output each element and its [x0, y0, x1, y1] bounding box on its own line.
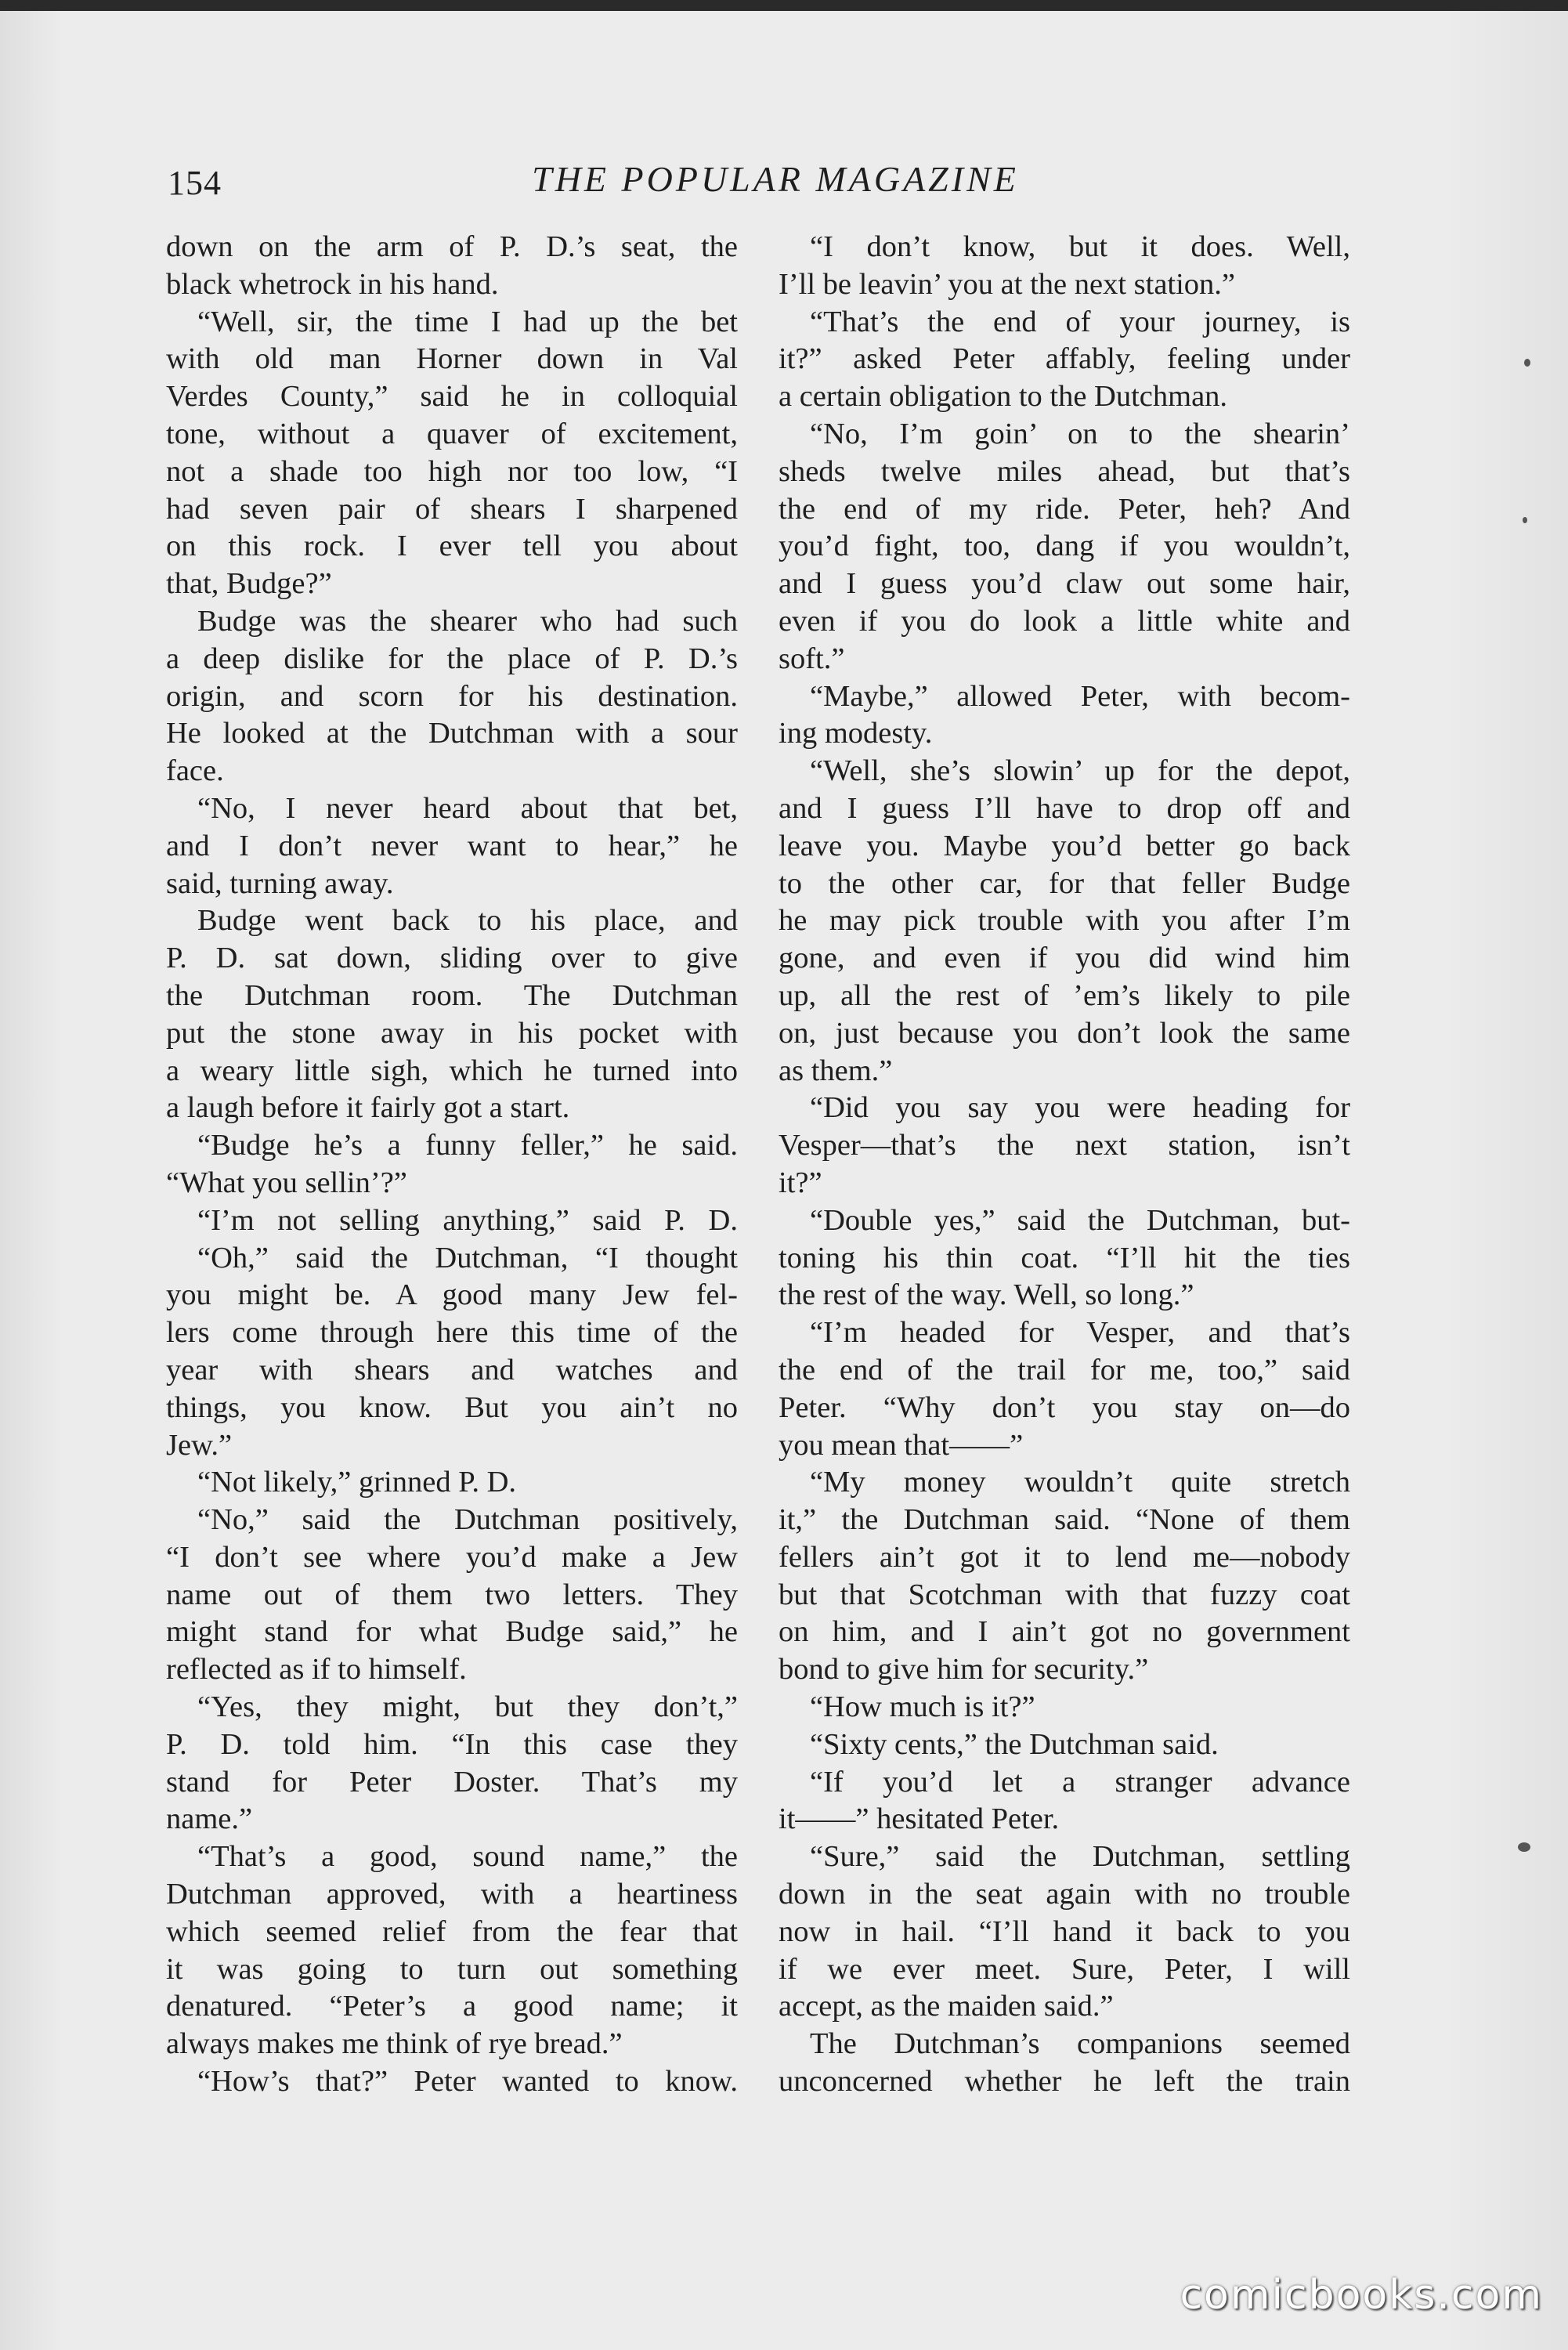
text-line: Budge was the shearer who had such: [197, 604, 738, 638]
text-line: origin, and scorn for his destination.: [166, 679, 738, 713]
text-line: the end of my ride. Peter, heh? And: [779, 492, 1350, 526]
text-line: said, turning away.: [166, 866, 394, 900]
text-line: “Did you say you were heading for: [810, 1091, 1350, 1125]
text-line: a deep dislike for the place of P. D.’s: [166, 642, 738, 675]
text-line: “Oh,” said the Dutchman, “I thought: [197, 1241, 738, 1274]
text-line: things, you know. But you ain’t no: [166, 1390, 738, 1424]
text-line: fellers ain’t got it to lend me—nobody: [779, 1540, 1350, 1574]
paper-speck: [1524, 359, 1530, 367]
text-line: the rest of the way. Well, so long.”: [779, 1278, 1194, 1312]
text-line: the end of the trail for me, too,” said: [779, 1353, 1350, 1386]
text-line: “That’s a good, sound name,” the: [197, 1840, 738, 1874]
text-line: might stand for what Budge said,” he: [166, 1615, 738, 1649]
text-line: it——” hesitated Peter.: [779, 1802, 1060, 1836]
text-line: “How much is it?”: [810, 1690, 1035, 1724]
text-line: a certain obligation to the Dutchman.: [779, 380, 1228, 414]
text-line: lers come through here this time of the: [166, 1316, 738, 1350]
text-line: soft.”: [779, 642, 845, 675]
text-line: denatured. “Peter’s a good name; it: [166, 1990, 738, 2023]
text-line: “No, I’m goin’ on to the shearin’: [810, 417, 1350, 450]
text-line: Verdes County,” said he in colloquial: [166, 380, 738, 414]
text-line: name out of them two letters. They: [166, 1578, 738, 1611]
text-line: “I don’t know, but it does. Well,: [810, 230, 1350, 263]
paper-speck: [1523, 517, 1527, 523]
text-line: the Dutchman room. The Dutchman: [166, 978, 738, 1012]
text-line: but that Scotchman with that fuzzy coat: [779, 1578, 1350, 1611]
text-line: “No, I never heard about that bet,: [197, 791, 738, 825]
text-line: “My money wouldn’t quite stretch: [810, 1466, 1350, 1499]
text-line: on this rock. I ever tell you about: [166, 530, 738, 563]
text-line: a weary little sigh, which he turned into: [166, 1054, 738, 1087]
text-line: “Not likely,” grinned P. D.: [197, 1466, 517, 1499]
text-line: I’ll be leavin’ you at the next station.”: [779, 267, 1236, 301]
text-line: Vesper—that’s the next station, isn’t: [779, 1129, 1350, 1162]
text-line: down on the arm of P. D.’s seat, the: [166, 230, 738, 263]
text-line: “I don’t see where you’d make a Jew: [166, 1540, 738, 1574]
text-line: ing modesty.: [779, 717, 933, 750]
text-line: “Yes, they might, but they don’t,”: [197, 1690, 738, 1724]
paper-speck: [1518, 1842, 1530, 1852]
page-number: 154: [168, 164, 222, 202]
text-line: it was going to turn out something: [166, 1952, 738, 1986]
text-line: always makes me think of rye bread.”: [166, 2027, 623, 2061]
text-line: with old man Horner down in Val: [166, 342, 738, 376]
text-line: name.”: [166, 1802, 253, 1836]
text-line: put the stone away in his pocket with: [166, 1016, 738, 1050]
right-text-column: [779, 229, 1350, 2101]
left-text-column: [166, 229, 738, 2101]
text-line: a laugh before it fairly got a start.: [166, 1091, 570, 1125]
text-line: “If you’d let a stranger advance: [810, 1765, 1350, 1799]
text-line: He looked at the Dutchman with a sour: [166, 717, 738, 750]
text-line: Jew.”: [166, 1428, 233, 1462]
text-line: it?” asked Peter affably, feeling under: [779, 342, 1350, 376]
text-line: now in hail. “I’ll hand it back to you: [779, 1914, 1350, 1948]
text-line: Peter. “Why don’t you stay on—do: [779, 1390, 1350, 1424]
text-line: which seemed relief from the fear that: [166, 1914, 738, 1948]
text-line: reflected as if to himself.: [166, 1653, 467, 1687]
text-line: bond to give him for security.”: [779, 1653, 1149, 1687]
text-line: “Well, sir, the time I had up the bet: [197, 305, 738, 338]
text-line: face.: [166, 754, 224, 788]
text-line: that, Budge?”: [166, 567, 332, 601]
text-line: “Double yes,” said the Dutchman, but-: [810, 1203, 1350, 1237]
text-line: tone, without a quaver of excitement,: [166, 417, 738, 450]
text-line: “That’s the end of your journey, is: [810, 305, 1350, 338]
text-line: to the other car, for that feller Budge: [779, 866, 1350, 900]
text-line: not a shade too high nor too low, “I: [166, 454, 738, 488]
text-line: Budge went back to his place, and: [197, 904, 738, 938]
text-line: “No,” said the Dutchman positively,: [197, 1503, 738, 1537]
text-line: “Maybe,” allowed Peter, with becom-: [810, 679, 1350, 713]
watermark-logo: comicbooks.com: [1180, 2272, 1543, 2319]
text-line: unconcerned whether he left the train: [779, 2065, 1350, 2099]
text-line: “Sure,” said the Dutchman, settling: [810, 1840, 1350, 1874]
text-line: up, all the rest of ’em’s likely to pile: [779, 978, 1350, 1012]
text-line: “I’m not selling anything,” said P. D.: [197, 1203, 738, 1237]
text-line: down in the seat again with no trouble: [779, 1878, 1350, 1911]
text-line: “I’m headed for Vesper, and that’s: [810, 1316, 1350, 1350]
text-line: year with shears and watches and: [166, 1353, 738, 1386]
text-line: as them.”: [779, 1054, 893, 1087]
text-line: it,” the Dutchman said. “None of them: [779, 1503, 1350, 1537]
text-line: on, just because you don’t look the same: [779, 1016, 1350, 1050]
text-line: stand for Peter Doster. That’s my: [166, 1765, 738, 1799]
text-line: “What you sellin’?”: [166, 1166, 407, 1199]
page-top-edge: [0, 0, 1568, 11]
text-line: had seven pair of shears I sharpened: [166, 492, 738, 526]
text-line: and I don’t never want to hear,” he: [166, 829, 738, 862]
text-line: P. D. told him. “In this case they: [166, 1727, 738, 1761]
text-line: and I guess you’d claw out some hair,: [779, 567, 1350, 601]
text-line: he may pick trouble with you after I’m: [779, 904, 1350, 938]
text-line: black whetrock in his hand.: [166, 267, 499, 301]
text-line: accept, as the maiden said.”: [779, 1990, 1114, 2023]
text-line: you mean that——”: [779, 1428, 1024, 1462]
text-line: if we ever meet. Sure, Peter, I will: [779, 1952, 1350, 1986]
text-line: “Sixty cents,” the Dutchman said.: [810, 1727, 1219, 1761]
text-line: “How’s that?” Peter wanted to know.: [197, 2065, 738, 2099]
text-line: on him, and I ain’t got no government: [779, 1615, 1350, 1649]
text-line: “Well, she’s slowin’ up for the depot,: [810, 754, 1350, 788]
text-line: you might be. A good many Jew fel-: [166, 1278, 738, 1312]
text-line: toning his thin coat. “I’ll hit the ties: [779, 1241, 1350, 1274]
text-line: gone, and even if you did wind him: [779, 942, 1350, 975]
text-line: sheds twelve miles ahead, but that’s: [779, 454, 1350, 488]
text-line: “Budge he’s a funny feller,” he said.: [197, 1129, 738, 1162]
text-line: leave you. Maybe you’d better go back: [779, 829, 1350, 862]
text-line: Dutchman approved, with a heartiness: [166, 1878, 738, 1911]
text-line: and I guess I’ll have to drop off and: [779, 791, 1350, 825]
text-line: even if you do look a little white and: [779, 604, 1350, 638]
text-line: P. D. sat down, sliding over to give: [166, 942, 738, 975]
running-head-title: THE POPULAR MAGAZINE: [532, 159, 1019, 199]
text-line: The Dutchman’s companions seemed: [810, 2027, 1350, 2061]
text-line: you’d fight, too, dang if you wouldn’t,: [779, 530, 1350, 563]
text-line: it?”: [779, 1166, 822, 1199]
